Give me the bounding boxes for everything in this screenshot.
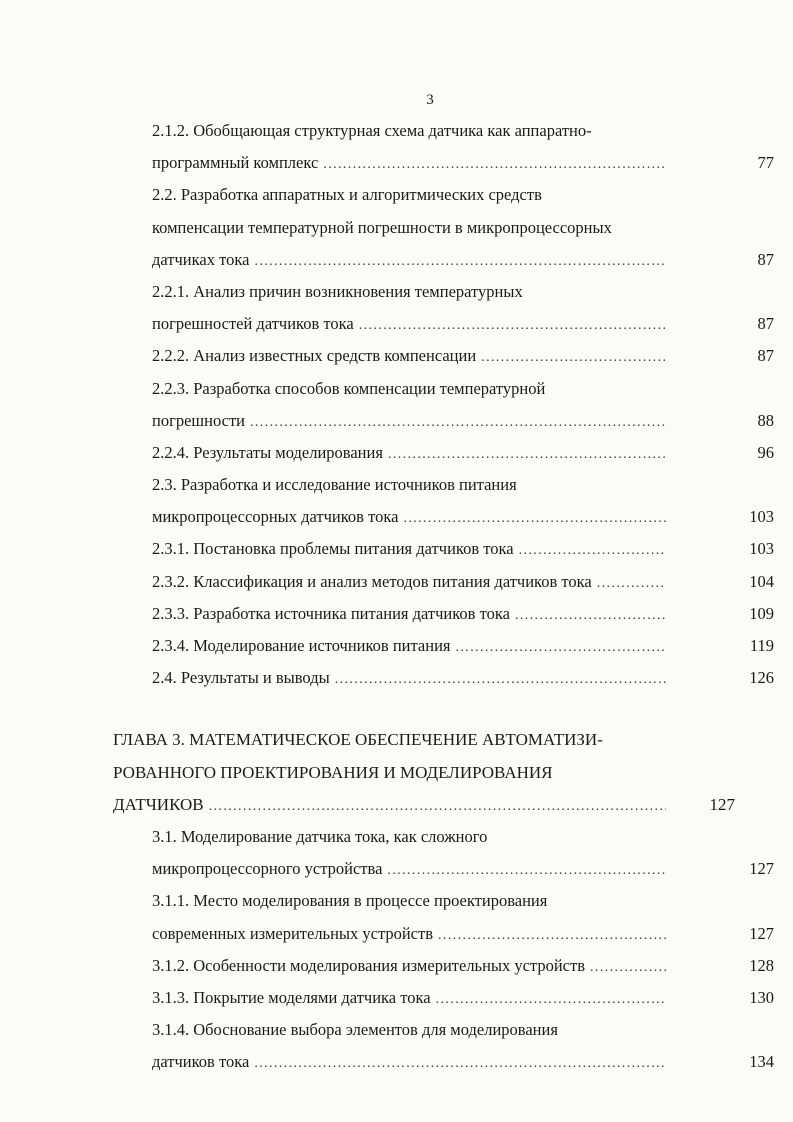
- toc-entry-last-line: [152, 918, 672, 950]
- toc-entry-page-number: 119: [749, 636, 774, 655]
- toc-entry-title-line: 3.1.4. Обоснование выбора элементов для моделирования: [152, 1020, 558, 1040]
- toc-entry-last-line: [152, 308, 672, 340]
- toc-chapter-entry[interactable]: [113, 724, 735, 821]
- toc-entry-title-line: 2.1.2. Обобщающая структурная схема датчика как аппаратно-: [152, 121, 592, 140]
- toc-entry[interactable]: [152, 885, 774, 949]
- toc-entry-title-text: 2.2.2. Анализ известных средств компенсации: [152, 346, 477, 366]
- chapter-spacer: [0, 694, 793, 724]
- dot-leader: [590, 952, 666, 984]
- dot-leader: [209, 791, 666, 823]
- toc-entry-last-line: [152, 598, 672, 630]
- toc-entry-title-text: ДАТЧИКОВ: [113, 794, 204, 814]
- toc-entry-title-line: 2.2. Разработка аппаратных и алгоритмических средств: [152, 185, 542, 205]
- toc-entry[interactable]: [152, 566, 774, 598]
- toc-section-chapter-2: [0, 115, 793, 694]
- toc-entry-title-text: современных измерительных устройств: [152, 923, 434, 943]
- toc-entry-title-text: датчиков тока: [152, 1052, 250, 1072]
- toc-entry-title-text: погрешностей датчиков тока: [152, 314, 354, 334]
- dot-leader: [481, 342, 666, 374]
- toc-entry-last-line: [152, 147, 672, 179]
- toc-section-chapter-3: [0, 821, 793, 1079]
- dot-leader: [359, 310, 666, 342]
- toc-entry-title-text: 3.1.3. Покрытие моделями датчика тока: [152, 987, 431, 1007]
- toc-entry[interactable]: [152, 276, 774, 340]
- dot-leader: [456, 632, 667, 664]
- dot-leader: [387, 855, 666, 887]
- dot-leader: [403, 503, 666, 535]
- dot-leader: [388, 439, 666, 471]
- dot-leader: [597, 568, 666, 600]
- toc-entry-page-number: 103: [749, 507, 774, 527]
- toc-entry-title-line: 3.1. Моделирование датчика тока, как сложного: [152, 826, 488, 846]
- toc-entry-last-line: [113, 789, 672, 821]
- toc-entry-last-line: [152, 662, 672, 694]
- toc-entry-title-line: 3.1.1. Место моделирования в процессе проектирования: [152, 891, 548, 911]
- toc-entry-page-number: 130: [749, 987, 774, 1007]
- toc-entry-title-text: микропроцессорного устройства: [152, 859, 383, 879]
- toc-chapter-heading: [0, 724, 793, 821]
- toc-entry-page-number: 87: [757, 346, 774, 366]
- toc-entry[interactable]: [152, 373, 774, 437]
- toc-entry-page-number: 127: [749, 923, 774, 943]
- toc-entry-last-line: [152, 630, 672, 662]
- dot-leader: [254, 1048, 666, 1080]
- toc-entry-page-number: 77: [757, 153, 774, 173]
- dot-leader: [335, 664, 666, 696]
- toc-entry-title-text: 2.3.3. Разработка источника питания датчиков тока: [152, 603, 510, 623]
- toc-entry-title-text: 2.2.4. Результаты моделирования: [152, 442, 383, 462]
- toc-entry-title-text: микропроцессорных датчиков тока: [152, 507, 399, 527]
- toc-entry-last-line: [152, 950, 672, 982]
- toc-entry-page-number: 127: [749, 859, 774, 879]
- toc-entry-last-line: [152, 405, 672, 437]
- toc-entry-last-line: [152, 982, 672, 1014]
- toc-entry[interactable]: [152, 950, 774, 982]
- toc-entry-page-number: 126: [749, 668, 774, 688]
- toc-entry-last-line: [152, 244, 672, 276]
- page-number: 3: [426, 92, 434, 108]
- toc-entry-title-line: 2.3. Разработка и исследование источников питания: [152, 475, 517, 495]
- toc-entry[interactable]: [152, 982, 774, 1014]
- toc-entry-title-text: погрешности: [152, 410, 245, 430]
- toc-entry-title-text: 3.1.2. Особенности моделирования измерительных устройств: [152, 955, 586, 975]
- toc-entry-title-text: 2.3.1. Постановка проблемы питания датчиков тока: [152, 539, 514, 559]
- toc-entry[interactable]: [152, 821, 774, 885]
- toc-entry-title-line: РОВАННОГО ПРОЕКТИРОВАНИЯ И МОДЕЛИРОВАНИЯ: [113, 762, 553, 782]
- toc-entry[interactable]: [152, 630, 774, 662]
- toc-entry-title-text: 2.3.4. Моделирование источников питания: [152, 636, 451, 655]
- toc-entry-last-line: [152, 533, 672, 565]
- toc-entry-last-line: [152, 437, 672, 469]
- toc-entry-page-number: 103: [749, 539, 774, 559]
- dot-leader: [519, 535, 666, 567]
- toc-entry-page-number: 127: [709, 794, 735, 814]
- dot-leader: [254, 246, 666, 278]
- toc-entry[interactable]: [152, 340, 774, 372]
- toc-entry-title-line: компенсации температурной погрешности в микропроцессорных: [152, 217, 612, 237]
- toc-entry-last-line: [152, 566, 672, 598]
- toc-entry-title-text: датчиках тока: [152, 249, 250, 269]
- toc-entry[interactable]: [152, 179, 774, 276]
- toc-entry[interactable]: [152, 1014, 774, 1078]
- toc-entry-page-number: 87: [757, 314, 774, 334]
- toc-entry-last-line: [152, 340, 672, 372]
- toc-entry-title-line: 2.2.3. Разработка способов компенсации температурной: [152, 378, 546, 398]
- toc-entry[interactable]: [152, 469, 774, 533]
- toc-entry[interactable]: [152, 437, 774, 469]
- toc-entry-title-line: ГЛАВА 3. МАТЕМАТИЧЕСКОЕ ОБЕСПЕЧЕНИЕ АВТОМАТИЗИ-: [113, 730, 603, 750]
- dot-leader: [323, 149, 666, 181]
- toc-entry-page-number: 96: [757, 442, 774, 462]
- toc-entry[interactable]: [152, 115, 774, 179]
- dot-leader: [515, 600, 666, 632]
- toc-entry[interactable]: [152, 533, 774, 565]
- dot-leader: [250, 407, 666, 439]
- toc-entry-page-number: 109: [749, 603, 774, 623]
- toc-entry-title-text: 2.3.2. Классификация и анализ методов питания датчиков тока: [152, 571, 592, 591]
- toc-entry-page-number: 87: [757, 249, 774, 269]
- dot-leader: [438, 920, 666, 952]
- toc-entry-last-line: [152, 501, 672, 533]
- toc-entry-page-number: 134: [749, 1052, 774, 1072]
- toc-entry-title-line: 2.2.1. Анализ причин возникновения температурных: [152, 281, 523, 301]
- table-of-contents: [0, 115, 793, 1078]
- toc-entry[interactable]: [152, 662, 774, 694]
- toc-entry-title-text: программный комплекс: [152, 153, 319, 173]
- toc-entry-page-number: 128: [749, 955, 774, 975]
- toc-entry-last-line: [152, 853, 672, 885]
- dot-leader: [436, 984, 666, 1016]
- toc-entry-title-text: 2.4. Результаты и выводы: [152, 668, 330, 688]
- toc-entry-page-number: 88: [757, 410, 774, 430]
- toc-entry-page-number: 104: [749, 571, 774, 591]
- toc-entry[interactable]: [152, 598, 774, 630]
- toc-entry-last-line: [152, 1046, 672, 1078]
